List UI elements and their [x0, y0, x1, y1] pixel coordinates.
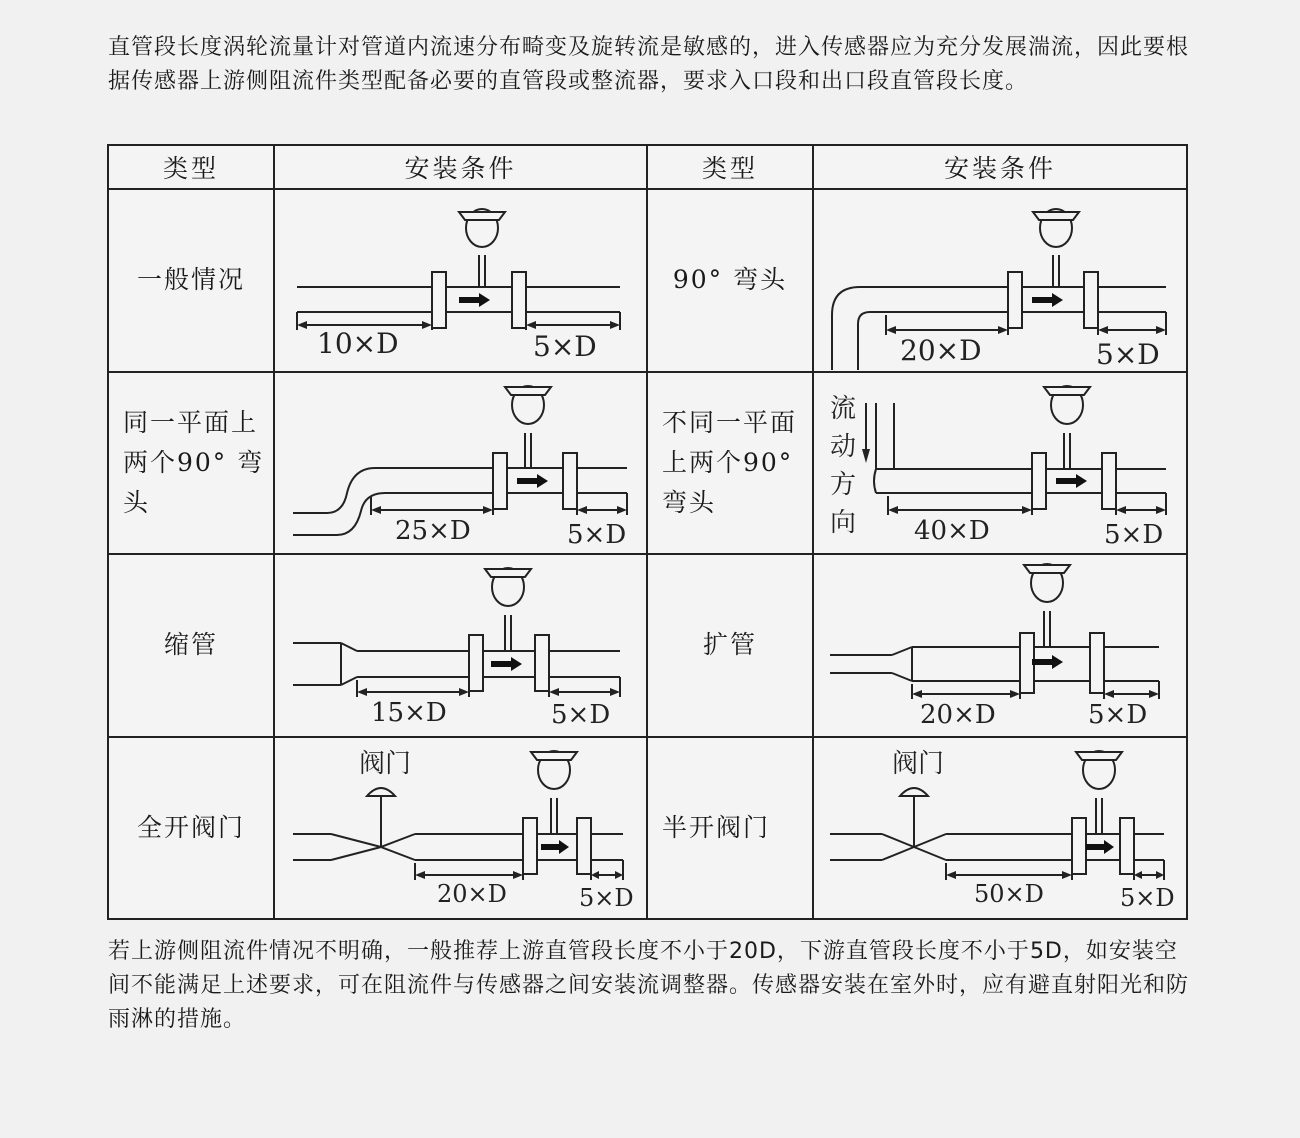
type-two-elbows-same-plane: 同一平面上两个90° 弯头 [108, 372, 274, 554]
diagram-valve-half [813, 737, 1187, 919]
table-header-row [108, 145, 1187, 189]
valve-half-valve-label: 阀门 [892, 748, 945, 779]
table-row [108, 737, 1187, 919]
general-downstream-label: 5×D [533, 330, 597, 364]
installation-table [107, 144, 1188, 920]
diagram-elbow90 [813, 189, 1187, 371]
elbow90-downstream-label: 5×D [1096, 338, 1160, 371]
flow-char-1: 流 [830, 393, 857, 424]
header-type-right: 类型 [647, 145, 813, 189]
header-condition-left: 安装条件 [274, 145, 647, 189]
reducer-downstream-label: 5×D [551, 700, 611, 731]
outro-paragraph: 若上游侧阻流件情况不明确，一般推荐上游直管段长度不小于20D，下游直管段长度不小于5D，如安装空间不能满足上述要求，可在阻流件与传感器之间安装流调整器。传感器安装在室外时，应有避直射阳光和防雨淋的措施。 [108, 939, 1190, 1032]
two-elbows-diff-plane-downstream-label: 5×D [1104, 519, 1164, 550]
valve-half-pipe-diagram [814, 738, 1184, 918]
two-elbows-same-plane-diagram [275, 373, 645, 553]
type-valve-half: 半开阀门 [647, 737, 813, 919]
header-type-left: 类型 [108, 145, 274, 189]
diagram-valve-full [274, 737, 647, 919]
diagram-expander [813, 554, 1187, 736]
flow-char-4: 向 [830, 507, 857, 538]
header-condition-right: 安装条件 [813, 145, 1187, 189]
two-elbows-same-plane-downstream-label: 5×D [567, 519, 627, 550]
valve-half-upstream-label: 50×D [974, 879, 1044, 908]
reducer-pipe-diagram [275, 555, 645, 735]
expander-pipe-diagram [814, 555, 1184, 735]
type-valve-full: 全开阀门 [108, 737, 274, 919]
valve-full-valve-label: 阀门 [359, 748, 412, 779]
diagram-reducer [274, 554, 647, 736]
two-elbows-diff-plane-upstream-label: 40×D [914, 515, 990, 546]
reducer-upstream-label: 15×D [371, 698, 447, 729]
diagram-two-elbows-same-plane [274, 372, 647, 554]
diagram-two-elbows-diff-plane [813, 372, 1187, 554]
flow-char-3: 方 [830, 469, 857, 500]
elbow90-upstream-label: 20×D [900, 334, 982, 368]
two-elbows-same-plane-upstream-label: 25×D [395, 515, 471, 546]
type-expander: 扩管 [647, 554, 813, 736]
type-two-elbows-diff-plane: 不同一平面上两个90° 弯头 [647, 372, 813, 554]
table-row [108, 189, 1187, 371]
intro-paragraph: 直管段长度涡轮流量计对管道内流速分布畸变及旋转流是敏感的，进入传感器应为充分发展湍流，因此要根据传感器上游侧阻流件类型配备必要的直管段或整流器，要求入口段和出口段直管段长度。 [108, 35, 1190, 94]
valve-full-upstream-label: 20×D [437, 879, 507, 908]
table-row [108, 372, 1187, 554]
type-elbow90: 90° 弯头 [647, 189, 813, 371]
flow-direction-label [830, 394, 856, 538]
expander-upstream-label: 20×D [920, 700, 996, 731]
flow-char-2: 动 [830, 431, 857, 462]
general-pipe-diagram [275, 190, 645, 370]
valve-full-pipe-diagram [275, 738, 645, 918]
table-row [108, 554, 1187, 736]
valve-half-downstream-label: 5×D [1120, 883, 1175, 912]
elbow90-pipe-diagram [814, 190, 1184, 370]
general-upstream-label: 10×D [317, 327, 399, 361]
diagram-general [274, 189, 647, 371]
expander-downstream-label: 5×D [1088, 700, 1148, 731]
type-general: 一般情况 [108, 189, 274, 371]
type-reducer: 缩管 [108, 554, 274, 736]
two-elbows-diff-plane-diagram [814, 373, 1184, 553]
valve-full-downstream-label: 5×D [579, 883, 634, 912]
